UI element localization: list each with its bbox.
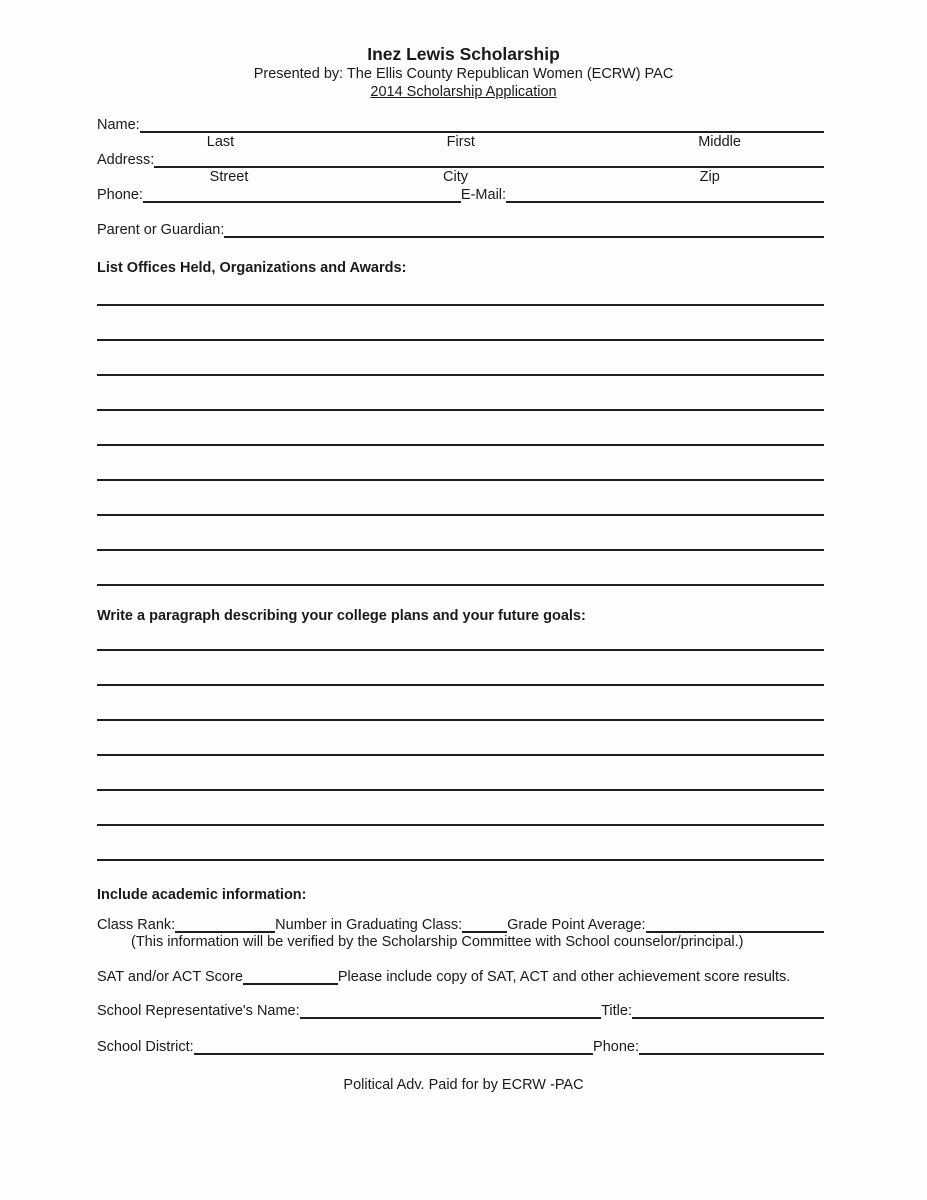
name-sublabel-first: First	[446, 134, 475, 150]
gpa-field-line[interactable]	[646, 915, 824, 933]
school-district-field-line[interactable]	[194, 1037, 593, 1055]
parent-guardian-field-line[interactable]	[224, 220, 824, 238]
address-row	[97, 150, 824, 168]
goals-write-lines	[97, 616, 824, 861]
sat-act-field-line[interactable]	[243, 967, 338, 985]
blank-write-line[interactable]	[97, 651, 824, 686]
offices-section-heading: List Offices Held, Organizations and Awards:	[97, 260, 407, 276]
graduating-class-field-line[interactable]	[462, 915, 507, 933]
name-sublabel-middle: Middle	[698, 134, 741, 150]
graduating-class-label: Number in Graduating Class:	[275, 917, 463, 933]
name-field-line[interactable]	[140, 115, 824, 133]
form-header	[0, 44, 927, 101]
class-rank-label: Class Rank:	[97, 917, 176, 933]
form-title: Inez Lewis Scholarship	[367, 44, 560, 64]
phone-email-row	[97, 185, 824, 203]
school-representative-label: School Representative's Name:	[97, 1003, 300, 1019]
blank-write-line[interactable]	[97, 376, 824, 411]
parent-guardian-label: Parent or Guardian:	[97, 222, 225, 238]
address-sublabel-zip: Zip	[699, 169, 720, 185]
class-rank-row	[97, 915, 824, 933]
sat-act-row	[97, 967, 824, 985]
name-label: Name:	[97, 117, 140, 133]
email-field-line[interactable]	[506, 185, 824, 203]
title-field-line[interactable]	[632, 1001, 824, 1019]
sat-act-label: SAT and/or ACT Score	[97, 969, 243, 985]
name-sublabel-last: Last	[206, 134, 235, 150]
blank-write-line[interactable]	[97, 721, 824, 756]
academic-section-heading: Include academic information:	[97, 887, 307, 903]
offices-write-lines	[97, 271, 824, 586]
blank-write-line[interactable]	[97, 756, 824, 791]
address-field-line[interactable]	[154, 150, 824, 168]
blank-write-line[interactable]	[97, 446, 824, 481]
school-phone-label: Phone:	[593, 1039, 639, 1055]
political-adv-footer: Political Adv. Paid for by ECRW -PAC	[343, 1077, 584, 1093]
title-label: Title:	[601, 1003, 632, 1019]
goals-section-heading: Write a paragraph describing your college plans and your future goals:	[97, 608, 586, 624]
gpa-label: Grade Point Average:	[507, 917, 646, 933]
verification-note: (This information will be verified by the Scholarship Committee with School counselor/principal.)	[131, 934, 744, 950]
blank-write-line[interactable]	[97, 826, 824, 861]
class-rank-field-line[interactable]	[175, 915, 275, 933]
blank-write-line[interactable]	[97, 686, 824, 721]
email-label: E-Mail:	[460, 187, 507, 203]
name-sublabels-row	[97, 133, 824, 150]
school-district-row	[97, 1037, 824, 1055]
blank-write-line[interactable]	[97, 791, 824, 826]
form-application-title: 2014 Scholarship Application	[370, 84, 557, 100]
address-sublabel-city: City	[443, 169, 469, 185]
school-representative-row	[97, 1001, 824, 1019]
form-presented-by: Presented by: The Ellis County Republican Women (ECRW) PAC	[253, 66, 674, 82]
sat-act-note: Please include copy of SAT, ACT and other achievement score results.	[337, 969, 791, 985]
school-phone-field-line[interactable]	[639, 1037, 824, 1055]
phone-field-line[interactable]	[143, 185, 461, 203]
address-sublabel-street: Street	[209, 169, 249, 185]
blank-write-line[interactable]	[97, 306, 824, 341]
name-row	[97, 115, 824, 133]
blank-write-line[interactable]	[97, 481, 824, 516]
address-label: Address:	[97, 152, 155, 168]
blank-write-line[interactable]	[97, 411, 824, 446]
blank-write-line[interactable]	[97, 341, 824, 376]
school-district-label: School District:	[97, 1039, 194, 1055]
form-body	[97, 115, 824, 1055]
parent-guardian-row	[97, 220, 824, 238]
phone-label: Phone:	[97, 187, 143, 203]
address-sublabels-row	[97, 168, 824, 185]
school-representative-field-line[interactable]	[300, 1001, 601, 1019]
blank-write-line[interactable]	[97, 551, 824, 586]
blank-write-line[interactable]	[97, 516, 824, 551]
